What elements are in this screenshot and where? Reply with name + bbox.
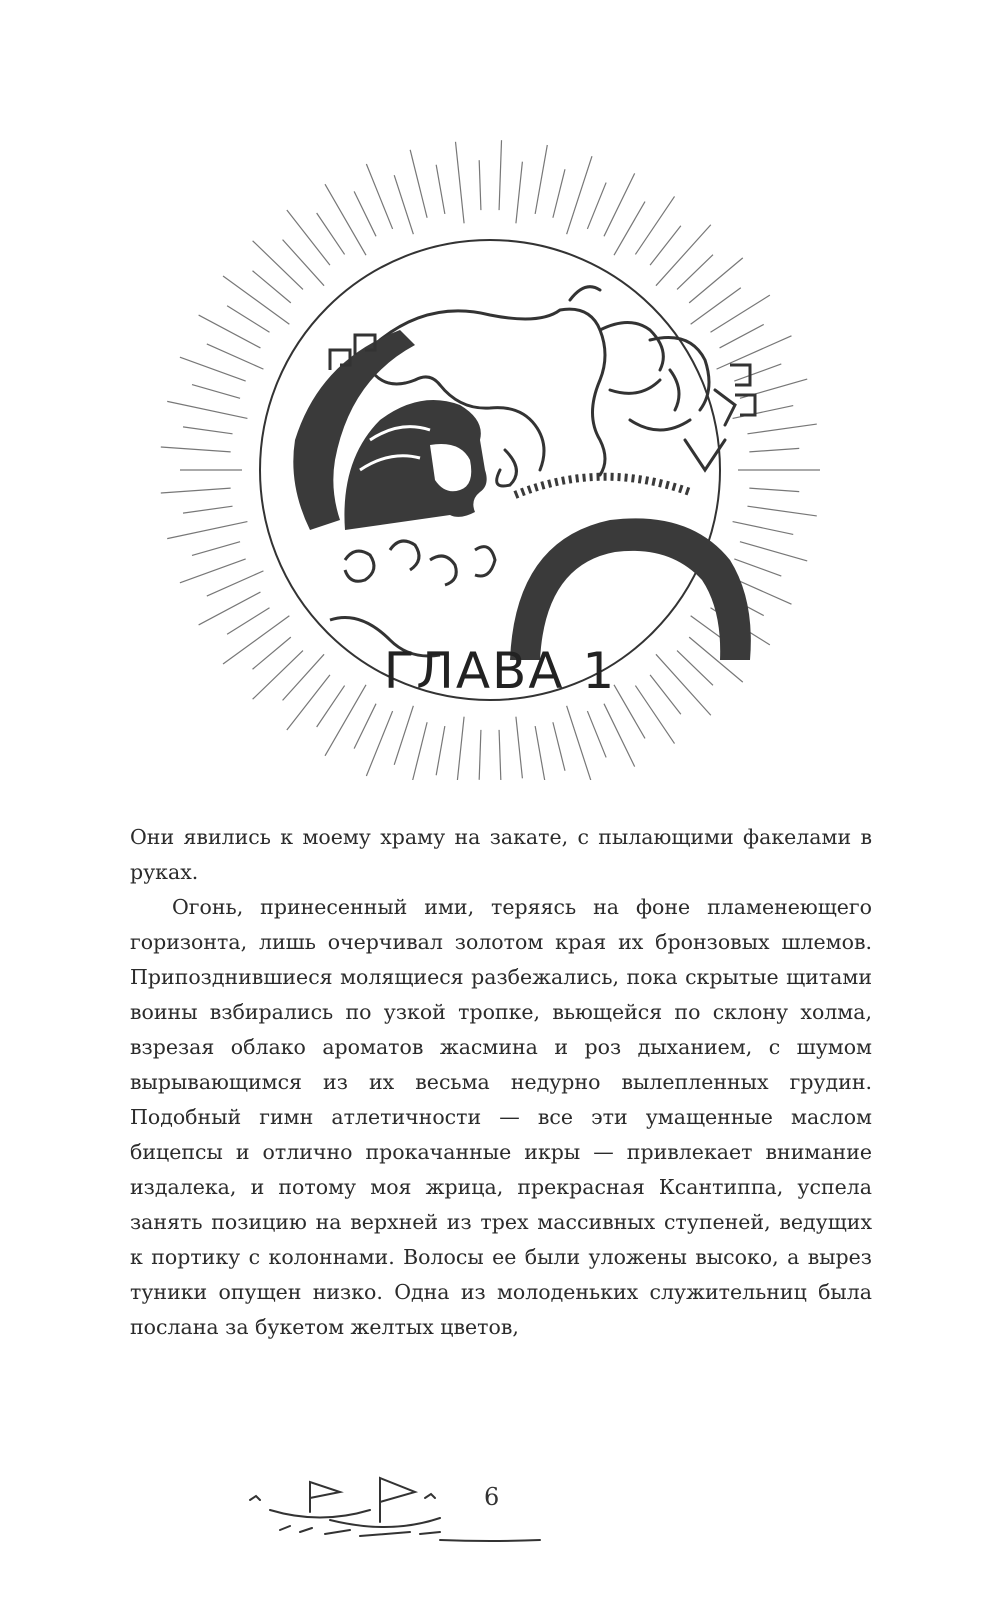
- sun-ray: [456, 142, 465, 224]
- sun-ray: [516, 717, 522, 779]
- sun-ray: [161, 488, 231, 493]
- sun-ray: [199, 315, 261, 348]
- sun-ray: [535, 145, 547, 214]
- scroll-ornament: [330, 541, 495, 656]
- sun-ray: [677, 255, 713, 290]
- sun-ray: [436, 165, 445, 214]
- sun-ray: [734, 559, 781, 576]
- sun-ray: [553, 169, 565, 218]
- sun-ray: [366, 164, 392, 229]
- sun-ray: [366, 711, 392, 776]
- sun-ray: [207, 344, 264, 369]
- sun-ray: [207, 571, 264, 596]
- sun-ray: [161, 447, 231, 452]
- sun-ray: [192, 542, 240, 556]
- sun-ray: [223, 276, 289, 324]
- sun-ray: [227, 608, 269, 634]
- sun-ray: [394, 706, 413, 765]
- sun-ray: [354, 704, 376, 749]
- sun-ray: [436, 726, 445, 775]
- sun-ray: [733, 406, 794, 419]
- sun-ray: [180, 357, 246, 381]
- sun-ray: [410, 150, 427, 218]
- sun-ray: [199, 592, 261, 625]
- sun-ray: [183, 506, 233, 513]
- ships-ornament: [240, 1470, 570, 1560]
- sun-ray: [253, 241, 303, 290]
- sun-ray: [287, 210, 330, 265]
- chapter-title: ГЛАВА 1: [383, 642, 617, 700]
- page-number: 6: [484, 1483, 500, 1511]
- sun-ray: [479, 730, 481, 780]
- sun-ray: [567, 706, 592, 780]
- sun-ray: [747, 424, 816, 434]
- sun-ray: [479, 160, 481, 210]
- arc-band: [510, 477, 751, 660]
- sun-ray: [410, 722, 427, 780]
- sun-ray: [733, 522, 794, 535]
- sun-ray: [180, 559, 246, 583]
- sun-ray: [227, 306, 269, 332]
- sun-ray: [587, 183, 606, 229]
- sun-ray: [740, 542, 807, 561]
- sun-ray: [734, 364, 781, 381]
- helmet-profile: [293, 330, 486, 530]
- sun-ray: [317, 213, 345, 254]
- sun-ray: [749, 488, 799, 491]
- sun-ray: [499, 730, 501, 780]
- sun-ray: [691, 288, 741, 324]
- paragraph: Огонь, принесенный ими, теряясь на фоне пламенеющего горизонта, лишь очерчивал золотом края их бронзовых шлемов. Припозднившиеся молящиеся разбежались, пока скрытые щитами воины взбирались по узкой тропке, вьющейся по склону холма, взрезая облако ароматов жасмина и роз дыханием, с шумом вырывающимся из их весьма недурно вылепленных грудин. Подобный гимн атлетичности — все эти умащенные маслом бицепсы и отлично прокачанные икры — привлекает внимание издалека, и потому моя жрица, прекрасная Ксантиппа, успела занять позицию на верхней из трех массивных ступеней, ведущих к портику с колоннами. Волосы ее были уложены высоко, а вырез туники опущен низко. Одна из молоденьких служительниц была послана за букетом желтых цветов,: [130, 895, 872, 1339]
- sun-ray: [394, 175, 413, 234]
- sun-ray: [635, 196, 674, 254]
- sun-ray: [650, 226, 681, 265]
- sun-ray: [720, 324, 764, 347]
- body-text: [130, 820, 872, 1345]
- sun-ray: [553, 722, 565, 771]
- sun-ray: [535, 726, 547, 780]
- sun-ray: [587, 711, 606, 757]
- sun-ray: [689, 258, 743, 303]
- sun-ray: [325, 184, 366, 255]
- sun-ray: [456, 717, 465, 780]
- sun-ray: [656, 225, 711, 286]
- sun-ray: [747, 506, 816, 516]
- sun-ray: [167, 522, 247, 539]
- sun-ray: [516, 162, 522, 224]
- sun-ray: [253, 271, 291, 303]
- sun-ray: [354, 191, 376, 236]
- sun-ray: [749, 448, 799, 451]
- paragraph: Они явились к моему храму на закате, с пылающими факелами в руках.: [130, 825, 872, 884]
- sun-ray: [710, 295, 769, 332]
- sun-ray: [283, 240, 324, 286]
- sun-ray: [183, 427, 233, 434]
- sun-ray: [567, 156, 592, 234]
- sun-ray: [167, 401, 247, 418]
- sun-ray: [192, 385, 240, 399]
- sun-ray: [499, 140, 501, 210]
